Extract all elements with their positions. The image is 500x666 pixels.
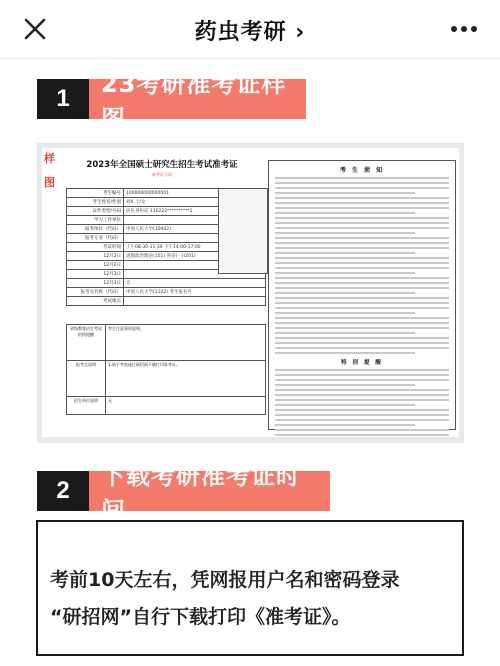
section-2-heading <box>37 462 330 525</box>
fine-print-line <box>275 192 415 194</box>
fine-print-line <box>275 409 449 411</box>
ticket-subtitle: 准考证号码 <box>152 172 172 177</box>
fine-print-line <box>275 384 415 386</box>
fine-print-line <box>275 222 449 224</box>
fine-print-line <box>275 332 415 334</box>
fine-print-line <box>275 327 449 329</box>
ticket-row-value: 无 <box>124 279 266 288</box>
fine-print-line <box>275 317 449 319</box>
fine-print-line <box>275 419 449 421</box>
ticket-row-value: 100000000000001 <box>124 189 266 198</box>
ticket-note-row <box>67 397 266 415</box>
ticket-note-label: 报考点说明 <box>67 361 106 397</box>
ticket-note-row <box>67 325 266 361</box>
chevron-right-icon: › <box>295 20 306 45</box>
ticket-row-label: 证件类型/号码 <box>67 207 124 216</box>
ticket-note-label: 招生单位说明 <box>67 397 106 415</box>
fine-print-line <box>275 217 449 219</box>
section-2-label: 下载考研准考证时间 <box>89 471 330 511</box>
candidate-notes-panel <box>268 160 456 430</box>
fine-print-line <box>275 434 449 436</box>
fine-print-line <box>275 414 449 416</box>
ticket-notes-table <box>66 324 266 415</box>
ticket-note-value: 无 <box>106 397 266 415</box>
fine-print-line <box>275 394 449 396</box>
ticket-row-label: 报考单位（代码） <box>67 225 124 234</box>
fine-print-line <box>275 352 415 354</box>
fine-print-line <box>275 297 449 299</box>
ticket-row-label: 12月2日 <box>67 261 124 270</box>
ticket-row-label: 报考点名称（代码） <box>67 288 124 297</box>
admission-ticket-sample[interactable] <box>37 143 464 443</box>
ticket-note-label: 省级教育招生考试机构提醒 <box>67 325 106 361</box>
section-1-number: 1 <box>37 79 89 119</box>
ticket-row-label: 学习工作单位 <box>67 216 124 225</box>
ticket-row-label: 12月2日 <box>67 252 124 261</box>
fine-print-line <box>275 232 415 234</box>
fine-print-line <box>275 277 449 279</box>
fine-print-line <box>275 177 449 179</box>
fine-print-line <box>275 187 449 189</box>
fine-print-line <box>275 282 449 284</box>
fine-print-line <box>275 374 449 376</box>
ticket-row <box>67 279 266 288</box>
admission-ticket <box>42 148 459 437</box>
fine-print-line <box>275 389 449 391</box>
fine-print-line <box>275 292 415 294</box>
ticket-row-value: 中国人民大学(10002) <box>124 225 266 234</box>
photo-placeholder <box>218 188 268 274</box>
fine-print-line <box>275 252 415 254</box>
ticket-note-value: 考生注意事项说明。 <box>106 325 266 361</box>
ticket-row <box>67 288 266 297</box>
fine-print-line <box>275 242 449 244</box>
fine-print-line <box>275 337 449 339</box>
fine-print-line <box>275 272 415 274</box>
fine-print-line <box>275 207 449 209</box>
ticket-row-label: 考生编号 <box>67 189 124 198</box>
fine-print-line <box>275 287 449 289</box>
ticket-row-label: 12月3日 <box>67 270 124 279</box>
fine-print-line <box>275 369 449 371</box>
fine-print-line <box>275 342 449 344</box>
page-title[interactable] <box>0 15 500 46</box>
ticket-row-value: 刘X 上/女 <box>124 198 266 207</box>
ticket-row-label: 12月3日 <box>67 279 124 288</box>
notes-title: 考 生 须 知 <box>339 167 385 174</box>
ticket-row-label: 报考专业（代码） <box>67 234 124 243</box>
info-line-2: “研招网”自行下载打印《准考证》。 <box>50 606 351 628</box>
ticket-row-label: 考生姓名/性别 <box>67 198 124 207</box>
download-info-box <box>36 520 464 656</box>
fine-print-line <box>275 347 449 349</box>
page-title-text: 药虫考研 <box>194 20 287 45</box>
fine-print-line <box>275 227 449 229</box>
fine-print-line <box>275 312 415 314</box>
ticket-row-label: 考试地点 <box>67 297 124 306</box>
ticket-row-value: 上午08:30-11:30 下午14:00-17:00 <box>124 243 266 252</box>
fine-print-line <box>275 202 449 204</box>
fine-print-line <box>275 429 449 431</box>
fine-print-line <box>275 212 415 214</box>
fine-print-line <box>275 197 449 199</box>
ticket-row-label: 考试时间 <box>67 243 124 252</box>
sample-stamp-char: 样 <box>44 152 55 165</box>
top-bar <box>0 0 500 59</box>
fine-print-line <box>275 302 449 304</box>
fine-print-line <box>275 257 449 259</box>
fine-print-line <box>275 307 449 309</box>
fine-print-line <box>275 379 449 381</box>
fine-print-line <box>275 322 449 324</box>
notes-subtitle: 特 别 提 醒 <box>341 360 383 366</box>
section-1-label: 23考研准考证样图 <box>89 79 306 119</box>
fine-print-line <box>275 247 449 249</box>
fine-print-line <box>275 262 449 264</box>
ticket-row-value: 中国人民大学(1102) 考生报名号 <box>124 288 266 297</box>
info-line-1: 考前10天左右，凭网报用户名和密码登录 <box>50 569 400 591</box>
fine-print-line <box>275 267 449 269</box>
more-dots-icon[interactable] <box>450 22 478 36</box>
ticket-row-value: 居民身份证 110222**********1 <box>124 207 266 216</box>
ticket-row <box>67 297 266 306</box>
ticket-row-value <box>124 297 266 306</box>
fine-print-line <box>275 424 415 426</box>
ticket-title: 2023年全国硕士研究生招生考试准考证 <box>86 160 238 170</box>
fine-print-line <box>275 404 415 406</box>
sample-stamp-char: 图 <box>44 176 55 189</box>
section-2-number: 2 <box>37 471 89 511</box>
ticket-note-row <box>67 361 266 397</box>
fine-print-line <box>275 399 449 401</box>
sample-stamp <box>44 150 58 192</box>
ticket-row-value: 思想政治理论(101) 英语(一)(201) <box>124 252 266 261</box>
section-1-heading <box>37 70 306 133</box>
fine-print-line <box>275 182 449 184</box>
fine-print-line <box>275 237 449 239</box>
ticket-note-value: 1.请于考前通过研招网下载打印准考证。 <box>106 361 266 397</box>
